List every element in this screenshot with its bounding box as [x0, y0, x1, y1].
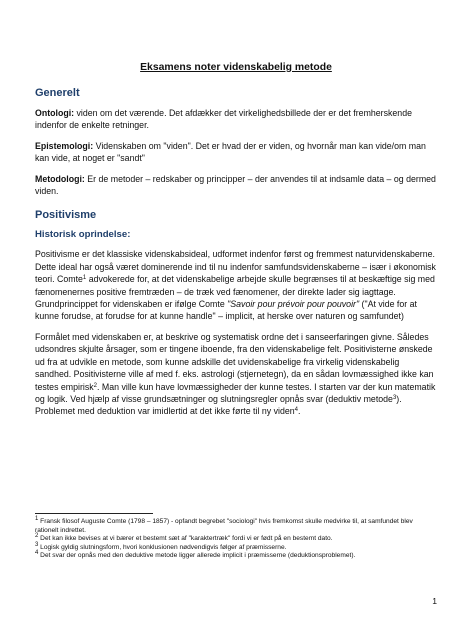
- text-ontologi: viden om det værende. Det afdækker det virkelighedsbillede der er det fremherskende indenfor de enkelte retninger.: [35, 108, 412, 131]
- footnote-ref-3[interactable]: 3: [392, 394, 397, 401]
- term-epistemologi: Epistemologi:: [35, 140, 94, 151]
- footnote-text: Logisk gyldig slutningsform, hvori konklusionen nødvendigvis følger af præmisserne.: [38, 543, 287, 551]
- heading-positivisme: Positivisme: [35, 209, 97, 222]
- paragraph-text: Positivisme er det klassiske videnskabsideal, udformet indenfor først og fremmest naturvidenskaberne. Dette ideal har også været dominerende ind til nu indenfor samfundsvidenskaberne – især i økonomisk teori. Comte: [35, 249, 436, 285]
- term-ontologi: Ontologi:: [35, 108, 75, 118]
- paragraph-positivisme-2: [35, 331, 437, 418]
- footnotes: [35, 513, 437, 561]
- footnote-1: [35, 518, 437, 535]
- page-number: 1: [432, 596, 437, 606]
- paragraph-positivisme-1: [35, 248, 437, 322]
- paragraph-text: .: [297, 406, 301, 417]
- footnote-ref-1[interactable]: 1: [82, 275, 87, 282]
- footnote-ref-4[interactable]: 4: [294, 407, 298, 414]
- footnote-4: [35, 552, 437, 561]
- footnote-number: 2: [35, 533, 39, 540]
- footnote-text: Det svar der opnås med den deduktive metode ligger allerede implicit i præmisserne (deduktionsproblemet).: [38, 552, 356, 560]
- footnote-number: 1: [35, 516, 39, 522]
- subheading-historisk-oprindelse: Historisk oprindelse:: [35, 229, 131, 241]
- comte-quote: "Savoir pour prévoir pour pouvoir": [227, 299, 360, 310]
- text-metodologi: Er de metoder – redskaber og principper – der anvendes til at indsamle data – og dermed viden.: [35, 173, 436, 197]
- footnote-number: 3: [35, 541, 39, 548]
- paragraph-text: ("At vide for at kunne forudse, at forudse for at kunne handle" – implicit, at herske over naturen og samfundet): [35, 299, 417, 322]
- footnote-2: [35, 535, 437, 544]
- footnote-divider: [35, 513, 153, 514]
- paragraph-text: ). Problemet med deduktion var imidlertid at det ikke førte til ny viden: [35, 393, 402, 417]
- text-epistemologi: Videnskaben om "viden". Det er hvad der er viden, og hvornår man kan vide/om man kan vide, at noget er "sandt": [35, 140, 426, 164]
- term-metodologi: Metodologi:: [35, 173, 85, 184]
- footnote-number: 4: [35, 550, 39, 557]
- footnote-text: Fransk filosof Auguste Comte (1798 – 1857) - opfandt begrebet "sociologi" hvis fremkomst skulle medvirke til, at samfundet blev rationelt indrettet.: [35, 518, 413, 534]
- heading-generelt: Generelt: [35, 87, 80, 99]
- paragraph-text: Formålet med videnskaben er, at beskrive og systematisk ordne det i sanseerfaringen givne. Således udsondres skjulte årsager, som er tingene iboende, fra den videnskabelige felt. Positivisterne ønskede ud fra at udvikle en metode, som kunne adskille det uvidenskabelige fra virkelig videnskabelig sandhed. Positivisterne ville af med f. eks. astrologi (stjernetegn), da en sådan lovmæssighed ikke kan testes empirisk: [35, 331, 434, 392]
- paragraph-text: advokerede for, at det videnskabelige arbejde skulle begrænses til at beskæftige sig med fænomenernes positive fremtræden – de træk ved fænomener, der direkte lader sig iagttage. Grundprincippet for videnskaben er ifølge Comte: [35, 274, 435, 310]
- footnote-text: Det kan ikke bevises at vi bærer et bestemt sæt af "karaktertræk" fordi vi er født på en bestemt dato.: [38, 535, 333, 543]
- definition-ontologi: [35, 107, 437, 132]
- footnote-ref-2[interactable]: 2: [93, 382, 98, 389]
- document-title: Eksamens noter videnskabelig metode: [140, 62, 332, 73]
- paragraph-text: . Man ville kun have lovmæssigheder der kunne testes. I starten var der kun matematik og logik. Ved hjælp af visse grundsætninger og slutningsregler opnås svar (deduktiv metode: [35, 381, 436, 404]
- definition-epistemologi: [35, 140, 437, 165]
- definition-metodologi: [35, 173, 437, 198]
